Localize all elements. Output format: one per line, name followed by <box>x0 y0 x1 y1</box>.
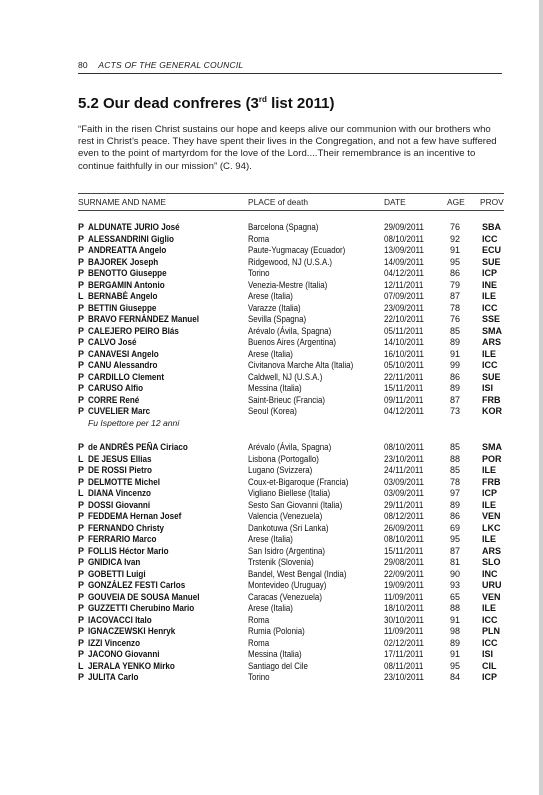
cell-type: P <box>78 557 85 567</box>
section-title-sup: rd <box>258 95 267 104</box>
table-row <box>0 454 543 466</box>
cell-name: JERALA YENKO Mirko <box>88 660 175 671</box>
cell-age: 85 <box>450 325 461 336</box>
cell-age: 73 <box>450 406 461 416</box>
section-title-main: 5.2 Our dead confreres (3 <box>78 95 259 112</box>
cell-age: 97 <box>450 488 461 498</box>
cell-type: L <box>78 453 84 464</box>
cell-name: BERNABÈ Angelo <box>88 291 158 301</box>
cell-date: 22/09/2011 <box>384 568 424 579</box>
cell-type: P <box>78 348 85 359</box>
cell-name: GNIDICA Ivan <box>88 557 141 567</box>
cell-date: 23/10/2011 <box>384 453 424 464</box>
table-row <box>0 442 543 454</box>
cell-prov: ICC <box>482 637 498 648</box>
cell-place: Arese (Italia) <box>248 348 293 359</box>
cell-name: BERGAMIN Antonio <box>88 279 165 290</box>
cell-age: 86 <box>450 371 461 382</box>
cell-date: 13/09/2011 <box>384 245 424 255</box>
cell-prov: SMA <box>482 442 502 452</box>
table-row <box>0 234 543 246</box>
cell-name: DIANA Vincenzo <box>88 488 152 498</box>
cell-name: CANAVESI Angelo <box>88 348 159 359</box>
table-row <box>0 326 543 338</box>
cell-type: L <box>78 660 84 671</box>
column-header-age: AGE <box>447 197 465 207</box>
cell-date: 18/10/2011 <box>384 603 424 613</box>
cell-name: CARDILLO Clement <box>88 371 165 382</box>
cell-prov: ICP <box>482 488 498 498</box>
cell-date: 16/10/2011 <box>384 348 424 359</box>
cell-prov: LKC <box>482 522 501 533</box>
table-row <box>0 395 543 407</box>
column-header-date: DATE <box>384 197 406 207</box>
page-number: 80 <box>78 60 88 70</box>
cell-date: 17/11/2011 <box>384 649 424 659</box>
cell-age: 91 <box>450 614 461 625</box>
table-row <box>0 268 543 280</box>
cell-age: 89 <box>450 337 461 347</box>
cell-place: Arese (Italia) <box>248 603 293 613</box>
cell-place: Varazze (Italia) <box>248 302 301 313</box>
cell-date: 11/09/2011 <box>384 591 424 602</box>
cell-date: 23/09/2011 <box>384 302 424 313</box>
cell-age: 65 <box>450 591 461 602</box>
table-row <box>0 465 543 477</box>
cell-date: 26/09/2011 <box>384 522 424 533</box>
cell-type: P <box>78 649 85 659</box>
cell-prov: FRB <box>482 394 501 405</box>
cell-name: BETTIN Giuseppe <box>88 302 157 313</box>
cell-date: 14/10/2011 <box>384 337 424 347</box>
cell-prov: ARS <box>482 545 502 556</box>
cell-prov: ILE <box>482 465 497 475</box>
cell-place: Rumia (Polonia) <box>248 626 305 636</box>
cell-date: 15/11/2011 <box>384 383 424 393</box>
cell-type: P <box>78 534 85 544</box>
cell-age: 79 <box>450 279 461 290</box>
cell-place: Seoul (Korea) <box>248 406 297 416</box>
table-row <box>0 383 543 395</box>
cell-type: P <box>78 268 85 278</box>
cell-age: 93 <box>450 580 461 590</box>
cell-age: 99 <box>450 360 461 370</box>
cell-name: JULITA Carlo <box>88 672 139 682</box>
cell-date: 12/11/2011 <box>384 279 424 290</box>
cell-prov: KOR <box>482 406 502 416</box>
cell-place: Arese (Italia) <box>248 534 293 544</box>
cell-date: 22/10/2011 <box>384 314 424 324</box>
cell-type: P <box>78 614 85 625</box>
cell-age: 98 <box>450 626 461 636</box>
cell-age: 69 <box>450 522 461 533</box>
cell-type: P <box>78 476 85 487</box>
cell-age: 86 <box>450 511 461 521</box>
cell-prov: ICC <box>482 233 498 244</box>
cell-date: 24/11/2011 <box>384 465 424 475</box>
cell-type: P <box>78 371 85 382</box>
cell-age: 88 <box>450 453 461 464</box>
cell-name: ALESSANDRINI Giglio <box>88 233 174 244</box>
cell-place: Trstenik (Slovenia) <box>248 557 314 567</box>
table-row <box>0 303 543 315</box>
cell-type: P <box>78 591 85 602</box>
cell-date: 14/09/2011 <box>384 256 424 267</box>
table-row <box>0 372 543 384</box>
cell-type: P <box>78 499 85 510</box>
cell-name: FOLLIS Héctor Mario <box>88 545 169 556</box>
cell-place: Roma <box>248 233 270 244</box>
cell-place: Saint-Brieuc (Francia) <box>248 394 326 405</box>
table-row <box>0 603 543 615</box>
cell-type: P <box>78 580 85 590</box>
cell-place: Roma <box>248 637 270 648</box>
cell-place: Arese (Italia) <box>248 291 293 301</box>
cell-place: Civitanova Marche Alta (Italia) <box>248 360 354 370</box>
cell-prov: ICC <box>482 614 498 625</box>
table-row <box>0 649 543 661</box>
cell-place: Torino <box>248 672 270 682</box>
cell-date: 08/12/2011 <box>384 511 424 521</box>
table-row <box>0 661 543 673</box>
table-row <box>0 557 543 569</box>
cell-age: 95 <box>450 660 461 671</box>
cell-age: 91 <box>450 245 461 255</box>
cell-type: P <box>78 522 85 533</box>
cell-place: San Isidro (Argentina) <box>248 545 326 556</box>
cell-type: P <box>78 672 85 682</box>
cell-prov: ILE <box>482 291 497 301</box>
cell-name: DE ROSSI Pietro <box>88 465 152 475</box>
cell-name: FERNANDO Christy <box>88 522 165 533</box>
cell-prov: SMA <box>482 325 502 336</box>
cell-name: CORRE René <box>88 394 140 405</box>
deceased-table <box>0 222 543 684</box>
cell-place: Venezia-Mestre (Italia) <box>248 279 328 290</box>
cell-prov: ISI <box>482 649 494 659</box>
cell-name: FERRARIO Marco <box>88 534 157 544</box>
cell-type: L <box>78 488 84 498</box>
cell-name: ALDUNATE JURIO José <box>88 222 180 232</box>
cell-place: Messina (Italia) <box>248 649 302 659</box>
cell-age: 92 <box>450 233 461 244</box>
table-row <box>0 626 543 638</box>
table-row <box>0 314 543 326</box>
cell-date: 22/11/2011 <box>384 371 424 382</box>
cell-age: 89 <box>450 637 461 648</box>
cell-type: P <box>78 360 85 370</box>
table-row <box>0 546 543 558</box>
cell-name: FEDDEMA Hernan Josef <box>88 511 182 521</box>
table-row <box>0 580 543 592</box>
cell-place: Buenos Aires (Argentina) <box>248 337 337 347</box>
cell-type: P <box>78 637 85 648</box>
cell-name: IACOVACCI Italo <box>88 614 152 625</box>
table-row <box>0 245 543 257</box>
cell-name: BAJOREK Joseph <box>88 256 159 267</box>
cell-name: GONZÁLEZ FESTI Carlos <box>88 580 186 590</box>
cell-age: 84 <box>450 672 461 682</box>
cell-place: Caldwell, NJ (U.S.A.) <box>248 371 323 382</box>
column-header-prov: PROV <box>480 197 504 207</box>
cell-place: Lisbona (Portogallo) <box>248 453 319 464</box>
cell-prov: ILE <box>482 603 497 613</box>
cell-name: BENOTTO Giuseppe <box>88 268 167 278</box>
cell-date: 08/10/2011 <box>384 534 424 544</box>
cell-type: P <box>78 222 85 232</box>
cell-name: CARUSO Alfio <box>88 383 144 393</box>
table-row <box>0 477 543 489</box>
cell-name: GOUVEIA DE SOUSA Manuel <box>88 591 200 602</box>
cell-place: Arévalo (Ávila, Spagna) <box>248 442 332 452</box>
cell-type: P <box>78 406 85 416</box>
cell-age: 89 <box>450 383 461 393</box>
table-row <box>0 569 543 581</box>
cell-prov: ILE <box>482 348 497 359</box>
cell-type: P <box>78 511 85 521</box>
cell-age: 76 <box>450 314 461 324</box>
cell-prov: POR <box>482 453 502 464</box>
table-row <box>0 222 543 234</box>
table-row <box>0 337 543 349</box>
cell-type: P <box>78 302 85 313</box>
table-row <box>0 534 543 546</box>
cell-type: P <box>78 245 85 255</box>
cell-age: 85 <box>450 465 461 475</box>
intro-quote: “Faith in the risen Christ sustains our hope and keeps alive our communion with our brothers who rest in Christ’s peace. They have spent their lives in the Congregation, and not a few have suffered even to the point of martyrdom for the love of the Lord....Their remembrance is an incentive to continue faithfully in our mission” (C. 94). <box>78 124 497 172</box>
cell-age: 95 <box>450 534 461 544</box>
cell-place: Lugano (Svizzera) <box>248 465 313 475</box>
cell-date: 07/09/2011 <box>384 291 424 301</box>
cell-name: CALVO José <box>88 337 137 347</box>
table-row <box>0 523 543 535</box>
column-header-place: PLACE of death <box>248 197 309 207</box>
cell-prov: SUE <box>482 371 501 382</box>
cell-date: 08/10/2011 <box>384 442 424 452</box>
section-title <box>78 95 334 112</box>
cell-place: Sesto San Giovanni (Italia) <box>248 499 343 510</box>
cell-age: 78 <box>450 302 461 313</box>
cell-age: 76 <box>450 222 461 232</box>
table-row <box>0 349 543 361</box>
cell-date: 04/12/2011 <box>384 406 424 416</box>
cell-place: Sevilla (Spagna) <box>248 314 307 324</box>
table-row <box>0 257 543 269</box>
cell-prov: ISI <box>482 383 494 393</box>
table-top-rule <box>78 193 504 194</box>
cell-prov: SSE <box>482 314 501 324</box>
running-title: ACTS OF THE GENERAL COUNCIL <box>98 60 244 70</box>
cell-place: Caracas (Venezuela) <box>248 591 322 602</box>
cell-type: P <box>78 233 85 244</box>
cell-place: Barcelona (Spagna) <box>248 222 319 232</box>
table-row <box>0 500 543 512</box>
cell-name: JACONO Giovanni <box>88 649 160 659</box>
cell-age: 81 <box>450 557 461 567</box>
cell-age: 85 <box>450 442 461 452</box>
cell-prov: VEN <box>482 511 501 521</box>
table-row <box>0 406 543 418</box>
cell-place: Coux-et-Bigaroque (Francia) <box>248 476 349 487</box>
cell-name: IZZI Vincenzo <box>88 637 141 648</box>
cell-date: 11/09/2011 <box>384 626 424 636</box>
row-gap <box>0 429 543 442</box>
cell-date: 15/11/2011 <box>384 545 424 556</box>
cell-type: P <box>78 314 85 324</box>
cell-date: 29/09/2011 <box>384 222 424 232</box>
cell-prov: SUE <box>482 256 501 267</box>
cell-name: ANDREATTA Angelo <box>88 245 167 255</box>
cell-type: P <box>78 603 85 613</box>
cell-place: Ridgewood, NJ (U.S.A.) <box>248 256 333 267</box>
cell-date: 05/10/2011 <box>384 360 424 370</box>
cell-prov: ILE <box>482 534 497 544</box>
cell-age: 95 <box>450 256 461 267</box>
cell-type: P <box>78 337 85 347</box>
cell-type: P <box>78 626 85 636</box>
cell-name: CANU Alessandro <box>88 360 158 370</box>
cell-date: 04/12/2011 <box>384 268 424 278</box>
cell-age: 89 <box>450 499 461 510</box>
cell-age: 86 <box>450 268 461 278</box>
cell-date: 23/10/2011 <box>384 672 424 682</box>
cell-type: P <box>78 568 85 579</box>
cell-date: 03/09/2011 <box>384 488 424 498</box>
row-note <box>0 418 543 430</box>
cell-type: L <box>78 291 84 301</box>
section-title-end: list 2011) <box>266 95 335 112</box>
cell-prov: SBA <box>482 222 502 232</box>
cell-type: P <box>78 442 85 452</box>
table-row <box>0 672 543 684</box>
cell-type: P <box>78 256 85 267</box>
table-row <box>0 511 543 523</box>
cell-prov: ICC <box>482 360 498 370</box>
cell-type: P <box>78 383 85 393</box>
cell-type: P <box>78 465 85 475</box>
cell-prov: ECU <box>482 245 502 255</box>
cell-prov: FRB <box>482 476 501 487</box>
cell-age: 87 <box>450 394 461 405</box>
table-row <box>0 488 543 500</box>
cell-name: GOBETTI Luigi <box>88 568 146 579</box>
cell-age: 91 <box>450 649 461 659</box>
cell-name: BRAVO FERNÁNDEZ Manuel <box>88 314 200 324</box>
cell-place: Paute-Yugmacay (Ecuador) <box>248 245 346 255</box>
cell-place: Bandel, West Bengal (India) <box>248 568 347 579</box>
cell-date: 03/09/2011 <box>384 476 424 487</box>
cell-date: 02/12/2011 <box>384 637 424 648</box>
cell-place: Montevideo (Uruguay) <box>248 580 327 590</box>
cell-age: 78 <box>450 476 461 487</box>
cell-prov: CIL <box>482 660 497 671</box>
cell-date: 09/11/2011 <box>384 394 424 405</box>
cell-date: 08/10/2011 <box>384 233 424 244</box>
cell-date: 29/11/2011 <box>384 499 424 510</box>
cell-age: 91 <box>450 348 461 359</box>
cell-prov: ARS <box>482 337 502 347</box>
cell-prov: ICP <box>482 672 498 682</box>
cell-name: de ANDRÉS PEÑA Ciriaco <box>88 442 188 452</box>
cell-place: Dankotuwa (Sri Lanka) <box>248 522 329 533</box>
running-header <box>78 60 502 74</box>
column-header-name: SURNAME AND NAME <box>78 197 166 207</box>
table-header-rule <box>78 210 504 211</box>
cell-prov: URU <box>482 580 502 590</box>
cell-date: 30/10/2011 <box>384 614 424 625</box>
cell-name: DE JESUS Ellias <box>88 453 152 464</box>
cell-prov: PLN <box>482 626 500 636</box>
cell-prov: INE <box>482 279 498 290</box>
cell-place: Arévalo (Ávila, Spagna) <box>248 325 332 336</box>
cell-type: P <box>78 325 85 336</box>
table-row <box>0 638 543 650</box>
cell-place: Torino <box>248 268 270 278</box>
cell-type: P <box>78 394 85 405</box>
cell-prov: ILE <box>482 499 497 510</box>
cell-date: 29/08/2011 <box>384 557 424 567</box>
cell-name: CUVELIER Marc <box>88 406 151 416</box>
cell-place: Roma <box>248 614 270 625</box>
note-text: Fu Ispettore per 12 anni <box>88 417 180 428</box>
cell-place: Santiago del Cile <box>248 660 308 671</box>
table-row <box>0 291 543 303</box>
cell-date: 19/09/2011 <box>384 580 424 590</box>
table-row <box>0 615 543 627</box>
cell-place: Messina (Italia) <box>248 383 302 393</box>
cell-name: DELMOTTE Michel <box>88 476 161 487</box>
cell-place: Valencia (Venezuela) <box>248 511 323 521</box>
cell-age: 88 <box>450 603 461 613</box>
table-row <box>0 360 543 372</box>
cell-type: P <box>78 279 85 290</box>
cell-name: GUZZETTI Cherubino Mario <box>88 603 195 613</box>
table-row <box>0 280 543 292</box>
cell-date: 08/11/2011 <box>384 660 424 671</box>
table-row <box>0 592 543 604</box>
cell-age: 87 <box>450 545 461 556</box>
cell-prov: SLO <box>482 557 501 567</box>
cell-type: P <box>78 545 85 556</box>
cell-place: Vigliano Biellese (Italia) <box>248 488 331 498</box>
cell-name: DOSSI Giovanni <box>88 499 151 510</box>
cell-age: 87 <box>450 291 461 301</box>
cell-age: 90 <box>450 568 461 579</box>
cell-prov: ICP <box>482 268 498 278</box>
cell-name: CALEJERO PEIRO Blás <box>88 325 179 336</box>
cell-date: 05/11/2011 <box>384 325 424 336</box>
cell-name: IGNACZEWSKI Henryk <box>88 626 176 636</box>
cell-prov: VEN <box>482 591 501 602</box>
cell-prov: INC <box>482 568 498 579</box>
cell-prov: ICC <box>482 302 498 313</box>
